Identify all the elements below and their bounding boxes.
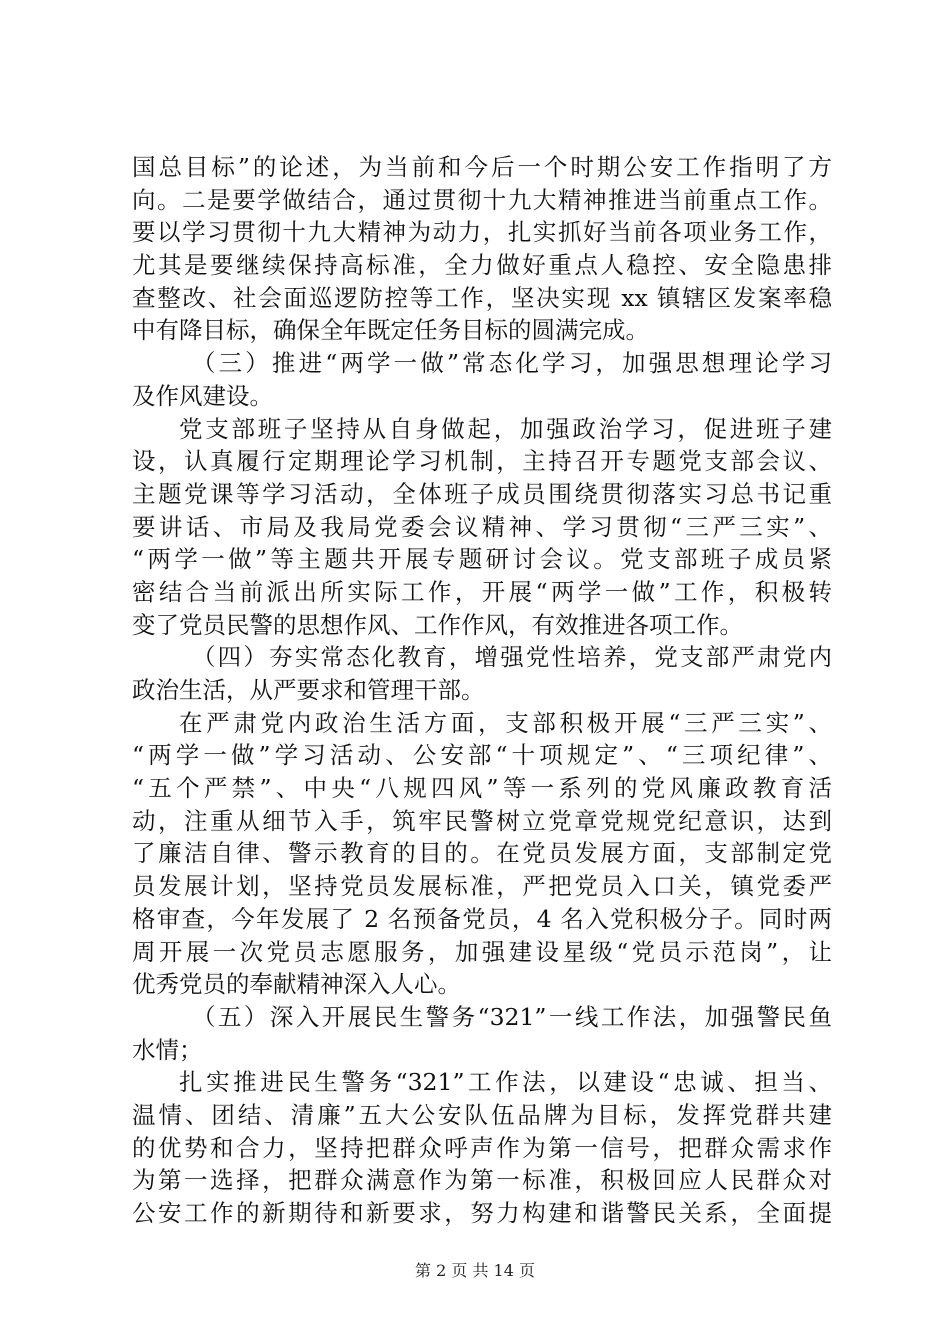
text-line: 温情、团结、清廉”五大公安队伍品牌为目标，发挥党群共建: [132, 1100, 832, 1129]
text-line: 向。二是要学做结合，通过贯彻十九大精神推进当前重点工作。: [132, 185, 832, 214]
paragraph-start: 在严肃党内政治生活方面，支部积极开展“三严三实”、: [179, 708, 832, 737]
text-line: 公安工作的新期待和新要求，努力构建和谐警民关系，全面提: [132, 1199, 832, 1227]
text-line: “五个严禁”、中央“八规四风”等一系列的党风廉政教育活: [132, 774, 832, 803]
text-line: “两学一做”等主题共开展专题研讨会议。党支部班子成员紧: [132, 545, 832, 574]
section-heading-4: （四）夯实常态化教育，增强党性培养，党支部严肃党内: [192, 643, 832, 672]
text-line: 为第一选择，把群众满意作为第一标准，积极回应人民群众对: [132, 1166, 832, 1195]
text-line: 员发展计划，坚持党员发展标准，严把党员入口关，镇党委严: [132, 872, 832, 901]
paragraph-start: 党支部班子坚持从自身做起，加强政治学习，促进班子建: [179, 414, 832, 443]
text-line: 要以学习贯彻十九大精神为动力，扎实抓好当前各项业务工作，: [132, 218, 832, 247]
section-heading-5-cont: 水情；: [132, 1035, 203, 1064]
text-line: 周开展一次党员志愿服务，加强建设星级“党员示范岗”，让: [132, 937, 832, 966]
page-footer: 第 2 页 共 14 页: [415, 1261, 535, 1280]
text-line: 变了党员民警的思想作风、工作作风，有效推进各项工作。: [132, 610, 743, 639]
text-line: 尤其是要继续保持高标准，全力做好重点人稳控、安全隐患排: [132, 251, 832, 280]
section-heading-3-cont: 及作风建设。: [132, 381, 273, 410]
paragraph-start: 扎实推进民生警务“321”工作法，以建设“忠诚、担当、: [179, 1068, 832, 1097]
text-line: “两学一做”学习活动、公安部“十项规定”、“三项纪律”、: [132, 741, 832, 770]
text-line: 中有降目标，确保全年既定任务目标的圆满完成。: [132, 316, 649, 345]
text-line: 了廉洁自律、警示教育的目的。在党员发展方面，支部制定党: [132, 839, 832, 868]
document-body: [132, 151, 832, 1230]
section-heading-3: （三）推进“两学一做”常态化学习，加强思想理论学习: [192, 349, 832, 378]
text-line: 国总目标”的论述，为当前和今后一个时期公安工作指明了方: [132, 153, 832, 181]
section-heading-4-cont: 政治生活，从严要求和管理干部。: [132, 676, 485, 704]
text-line: 格审查，今年发展了 2 名预备党员，4 名入党积极分子。同时两: [132, 904, 832, 933]
section-heading-5: （五）深入开展民生警务“321”一线工作法，加强警民鱼: [192, 1002, 832, 1031]
text-line: 设，认真履行定期理论学习机制，主持召开专题党支部会议、: [132, 447, 832, 476]
text-line: 动，注重从细节入手，筑牢民警树立党章党规党纪意识，达到: [132, 806, 832, 835]
text-line: 要讲话、市局及我局党委会议精神、学习贯彻“三严三实”、: [132, 512, 832, 541]
text-line: 的优势和合力，坚持把群众呼声作为第一信号，把群众需求作: [132, 1133, 832, 1162]
text-line: 优秀党员的奉献精神深入人心。: [132, 970, 461, 999]
text-line: 主题党课等学习活动，全体班子成员围绕贯彻落实习总书记重: [132, 479, 832, 508]
text-line: 密结合当前派出所实际工作，开展“两学一做”工作，积极转: [132, 577, 832, 606]
text-line: 查整改、社会面巡逻防控等工作，坚决实现 xx 镇辖区发案率稳: [132, 283, 832, 312]
